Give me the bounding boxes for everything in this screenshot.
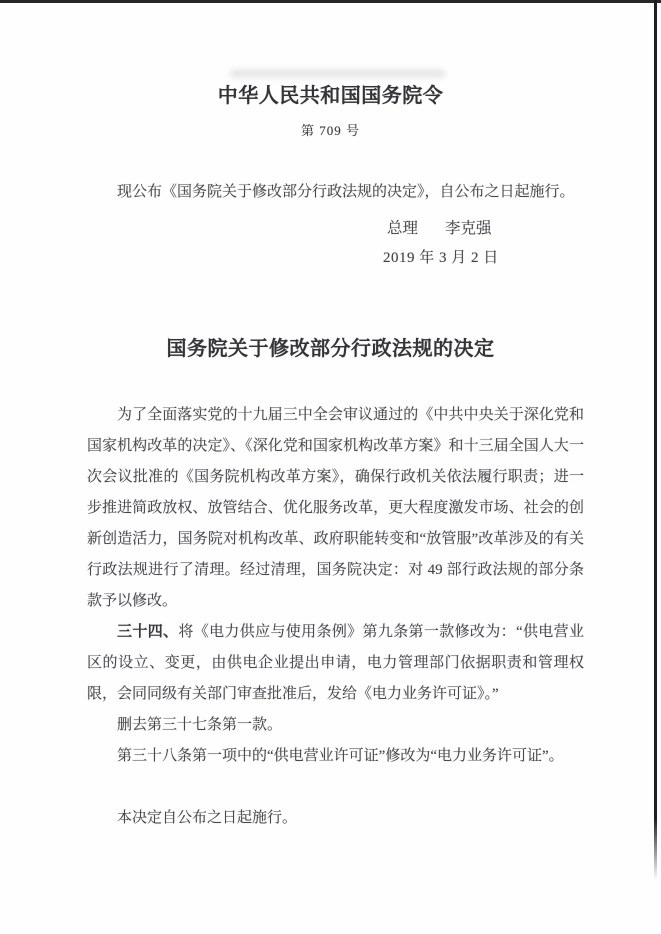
paragraph-text: 为了全面落实党的十九届三中全会审议通过的《中共中央关于深化党和国家机构改革的决定》、《深化党和国家机构改革方案》和十三届全国人大一次会议批准的《国务院机构改革方案》，确保行政机关依法履行职责；进一步推进简政放权、放管结合、优化服务改革，更大程度激发市场、社会的创新创造活力，国务院对机构改革、政府职能转变和“放管服”改革涉及的有关行政法规进行了清理。经过清理，国务院决定：对 49 部行政法规的部分条款予以修改。 (87, 407, 584, 609)
paragraph-bold-prefix: 三十四、 (117, 624, 179, 640)
signature-date: 2019 年 3 月 2 日 (383, 250, 499, 266)
decree-number: 第 709 号 (300, 123, 360, 138)
document-body (87, 400, 584, 834)
paragraph-text: 将《电力供应与使用条例》第九条第一款修改为：“供电营业区的设立、变更，由供电企业提出申请，电力管理部门依据职责和管理权限，会同同级有关部门审查批准后，发给《电力业务许可证》。” (87, 624, 584, 702)
announcement-paragraph: 现公布《国务院关于修改部分行政法规的决定》，自公布之日起施行。 (117, 184, 575, 200)
paragraph-text: 第三十八条第一项中的“供电营业许可证”修改为“电力业务许可证”。 (117, 748, 564, 764)
paragraph-item-34 (87, 617, 584, 710)
decree-title: 中华人民共和国国务院令 (217, 85, 444, 107)
premier-title: 总理 (387, 220, 419, 237)
signature-line (387, 216, 492, 238)
paragraph-text: 删去第三十七条第一款。 (117, 717, 283, 733)
scan-bleed-artifact (230, 69, 445, 78)
decision-title: 国务院关于修改部分行政法规的决定 (166, 338, 495, 360)
paragraph-effective-date (87, 803, 584, 834)
paragraph-amendment (87, 741, 584, 772)
premier-name: 李克强 (445, 220, 492, 237)
paragraph-deletion (87, 710, 584, 741)
paragraph-text: 本决定自公布之日起施行。 (117, 810, 298, 826)
scan-top-edge (0, 0, 661, 3)
paragraph-preamble (87, 400, 584, 617)
